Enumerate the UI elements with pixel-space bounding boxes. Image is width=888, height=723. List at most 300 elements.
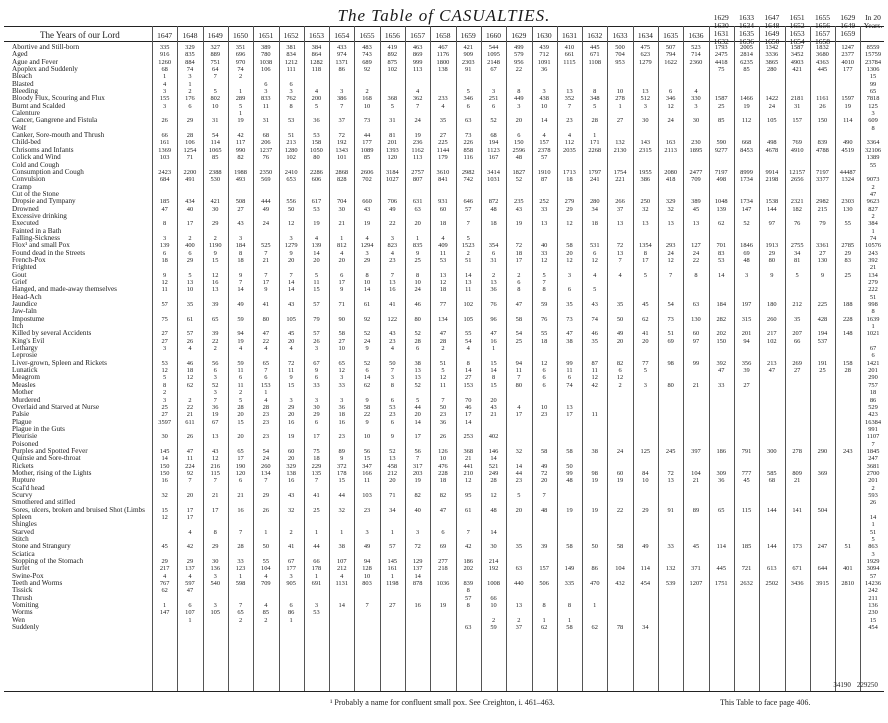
table-cell xyxy=(279,551,304,558)
table-cell: 53 xyxy=(439,256,447,264)
value-column xyxy=(532,44,557,632)
table-cell xyxy=(481,184,506,191)
table-cell xyxy=(203,308,228,315)
table-cell xyxy=(354,81,379,88)
table-cell: 3094 xyxy=(866,565,880,573)
table-cell xyxy=(633,286,658,293)
table-cell: 12 xyxy=(465,477,472,485)
table-cell: 49 xyxy=(262,205,270,213)
table-cell: 878 xyxy=(412,580,423,588)
table-cell xyxy=(177,389,202,396)
table-cell: 3 xyxy=(289,572,293,580)
table-cell xyxy=(430,110,455,117)
table-cell: 94 xyxy=(363,558,371,566)
table-cell xyxy=(810,279,835,286)
table-cell xyxy=(532,499,557,506)
table-cell: 132 xyxy=(615,139,625,147)
table-cell: 73 xyxy=(465,132,472,140)
footnote: ¹ Probably a name for confluent small pox. See Creighton, i. 461–463. xyxy=(330,698,555,707)
table-cell xyxy=(481,499,506,506)
table-cell: 23784 xyxy=(865,58,882,66)
table-cell: 15 xyxy=(161,506,168,514)
table-cell: 4 xyxy=(264,572,268,580)
table-cell: 33 xyxy=(338,381,345,389)
table-cell: 38 xyxy=(338,543,345,551)
table-cell: 12 xyxy=(540,256,548,264)
table-cell: 5 xyxy=(466,234,470,242)
table-cell: 177 xyxy=(842,66,853,74)
table-cell: 401 xyxy=(842,565,853,573)
value-column xyxy=(658,44,683,632)
table-cell: 13 xyxy=(465,279,472,286)
table-cell xyxy=(329,426,354,433)
table-cell: 36 xyxy=(439,418,447,426)
table-cell xyxy=(506,551,531,558)
table-cell xyxy=(633,492,658,499)
table-cell: 51 xyxy=(287,132,295,140)
table-cell xyxy=(658,587,683,594)
table-cell: 34 xyxy=(642,624,649,632)
table-cell xyxy=(658,404,683,411)
table-cell: 153 xyxy=(463,381,474,389)
table-cell: 18 xyxy=(869,389,877,397)
table-cell: 1713 xyxy=(563,168,576,176)
table-cell: 9 xyxy=(365,396,369,404)
table-cell: 569 xyxy=(261,176,271,184)
table-cell: 125 xyxy=(868,102,878,110)
table-cell xyxy=(380,352,405,359)
cause-label: Cold and Cough xyxy=(12,161,60,169)
cause-label: Purples and Spotted Fever xyxy=(12,447,88,455)
value-column xyxy=(835,44,860,632)
table-cell: 32 xyxy=(667,205,674,213)
table-cell: 29 xyxy=(186,256,194,264)
table-cell: 37 xyxy=(616,205,624,213)
table-cell: 1 xyxy=(238,88,243,96)
table-cell: 43 xyxy=(212,447,219,455)
table-cell xyxy=(557,389,582,396)
table-cell: 689 xyxy=(362,58,372,66)
table-cell: 136 xyxy=(868,602,878,610)
table-cell: 50 xyxy=(389,359,396,367)
table-cell xyxy=(785,485,810,492)
table-cell xyxy=(506,587,531,594)
table-cell: 50 xyxy=(439,403,447,411)
table-cell xyxy=(658,433,683,440)
table-cell: 346 xyxy=(665,95,676,103)
table-cell: 25 xyxy=(515,337,523,345)
table-cell: 2 xyxy=(871,484,875,492)
table-cell xyxy=(481,110,506,117)
table-cell: 1 xyxy=(238,572,243,580)
table-cell xyxy=(380,88,405,95)
table-cell: 161 xyxy=(159,139,170,147)
table-cell: 544 xyxy=(488,44,499,51)
table-cell xyxy=(532,529,557,536)
table-cell xyxy=(633,228,658,235)
table-cell xyxy=(683,367,708,374)
table-cell xyxy=(430,264,455,271)
table-cell: 52 xyxy=(743,220,750,228)
table-cell: 67 xyxy=(212,418,219,426)
table-cell: 13 xyxy=(490,279,497,286)
table-cell xyxy=(557,345,582,352)
table-cell xyxy=(607,286,632,293)
table-cell xyxy=(506,389,531,396)
table-cell: 130 xyxy=(817,256,828,264)
table-cell: 1038 xyxy=(259,58,273,66)
table-cell: 166 xyxy=(362,469,372,477)
table-cell: 43 xyxy=(490,403,497,411)
table-cell xyxy=(557,521,582,528)
table-cell xyxy=(658,132,683,139)
table-cell xyxy=(152,308,177,315)
table-cell: 1354 xyxy=(638,242,652,250)
table-cell: 11 xyxy=(262,102,269,110)
table-cell xyxy=(304,125,329,132)
table-cell xyxy=(633,463,658,470)
table-cell: 30 xyxy=(490,543,497,551)
table-cell xyxy=(354,514,379,521)
table-cell: 8559 xyxy=(866,44,880,51)
table-cell: 8 xyxy=(466,602,470,610)
table-cell: 23 xyxy=(389,337,396,345)
table-cell: 36 xyxy=(718,477,725,485)
table-cell: 15 xyxy=(490,359,497,367)
table-cell xyxy=(835,264,860,271)
table-cell xyxy=(506,345,531,352)
table-cell: 2113 xyxy=(664,146,677,154)
table-cell xyxy=(481,191,506,198)
table-cell xyxy=(380,609,405,616)
table-cell xyxy=(709,558,734,565)
table-cell: 9 xyxy=(416,249,420,257)
table-cell: 418 xyxy=(665,176,676,184)
table-cell: 10576 xyxy=(865,242,882,250)
table-cell xyxy=(658,536,683,543)
table-cell: 59 xyxy=(490,624,497,632)
table-cell xyxy=(835,352,860,359)
table-cell xyxy=(557,397,582,404)
table-cell: 35 xyxy=(566,301,573,309)
table-cell: 17 xyxy=(515,411,523,419)
table-cell: 5 xyxy=(314,102,319,110)
table-cell xyxy=(177,624,202,631)
table-cell xyxy=(835,485,860,492)
table-cell: 176 xyxy=(185,95,195,103)
table-cell: 47 xyxy=(186,587,194,595)
table-cell: 1294 xyxy=(360,242,374,250)
table-cell: 8 xyxy=(466,359,470,367)
cause-label: Measles xyxy=(12,381,36,389)
table-cell xyxy=(607,529,632,536)
table-cell: 64 xyxy=(212,66,219,74)
table-cell xyxy=(785,125,810,132)
table-cell: 2656 xyxy=(790,176,804,184)
table-cell: 58 xyxy=(566,624,573,632)
table-cell xyxy=(329,499,354,506)
table-cell: 29 xyxy=(642,506,649,514)
table-cell: 50 xyxy=(287,205,295,213)
table-cell: 12 xyxy=(540,359,548,367)
table-cell: 280 xyxy=(589,198,600,206)
table-cell xyxy=(633,617,658,624)
table-cell xyxy=(456,441,481,448)
table-cell: 1279 xyxy=(638,58,652,66)
table-cell: 6 xyxy=(593,249,597,257)
table-cell: 10 xyxy=(439,455,447,463)
table-cell: 704 xyxy=(336,198,347,206)
table-cell xyxy=(152,617,177,624)
table-cell: 2 xyxy=(213,345,217,353)
table-cell: 24 xyxy=(692,249,700,257)
table-cell xyxy=(557,492,582,499)
table-cell: 5 xyxy=(238,102,243,110)
table-cell: 32 xyxy=(515,447,523,455)
table-cell xyxy=(759,213,784,220)
bottom-rule xyxy=(4,691,884,692)
table-cell: 279 xyxy=(564,198,575,206)
table-cell xyxy=(506,573,531,580)
table-cell xyxy=(785,352,810,359)
table-cell xyxy=(582,154,607,161)
table-cell xyxy=(152,441,177,448)
table-cell: 7 xyxy=(264,271,268,279)
table-cell: 17 xyxy=(186,220,194,228)
table-cell: 2 xyxy=(491,616,496,624)
table-cell: 101 xyxy=(336,154,347,162)
table-cell xyxy=(810,595,835,602)
year-header: 1633 1634 1635 1636 xyxy=(739,13,755,46)
table-cell xyxy=(380,213,405,220)
table-cell: 4418 xyxy=(714,58,728,66)
table-cell: 9073 xyxy=(866,176,880,184)
table-cell: 47 xyxy=(566,330,573,338)
table-cell: 2755 xyxy=(790,242,804,250)
table-cell xyxy=(532,110,557,117)
table-cell xyxy=(810,558,835,565)
table-cell: 1 xyxy=(314,528,319,536)
table-cell: 6 xyxy=(340,271,344,279)
table-cell xyxy=(329,323,354,330)
table-cell: 13 xyxy=(566,403,573,411)
table-cell: 9 xyxy=(340,455,344,463)
table-cell xyxy=(152,529,177,536)
table-cell xyxy=(759,609,784,616)
table-cell xyxy=(152,110,177,117)
cause-label: Stopping of the Stomach xyxy=(12,558,84,566)
cause-label: King's Evil xyxy=(12,337,45,345)
table-cell: 82 xyxy=(414,491,421,499)
table-cell xyxy=(759,463,784,470)
table-cell: 1587 xyxy=(790,44,804,51)
table-cell xyxy=(709,286,734,293)
table-cell: 508 xyxy=(235,198,246,206)
table-cell: 706 xyxy=(387,198,398,206)
table-cell: 147 xyxy=(741,205,752,213)
table-cell: 4788 xyxy=(816,146,829,154)
table-cell: 646 xyxy=(463,198,474,206)
table-cell: 85 xyxy=(718,117,725,125)
table-cell: 139 xyxy=(716,205,727,213)
table-cell xyxy=(506,419,531,426)
cause-label: Tissick xyxy=(12,587,33,595)
table-cell: 77 xyxy=(642,359,649,367)
table-cell xyxy=(354,551,379,558)
table-cell xyxy=(430,389,455,396)
table-cell: 8 xyxy=(643,249,647,257)
table-cell: 7 xyxy=(238,602,243,610)
table-cell xyxy=(835,477,860,484)
table-cell: 17 xyxy=(186,506,194,514)
table-cell: 190 xyxy=(235,462,246,470)
table-cell: 74 xyxy=(591,315,598,323)
table-cell: 751 xyxy=(210,58,221,66)
table-cell: 6 xyxy=(365,367,369,375)
table-cell: 4 xyxy=(314,88,319,96)
cause-label: Impostume xyxy=(12,315,45,323)
table-cell xyxy=(532,455,557,462)
cause-label: Sciatica xyxy=(12,550,35,558)
table-cell: 54 xyxy=(262,447,270,455)
table-cell: 147 xyxy=(159,609,170,617)
table-cell: 791 xyxy=(741,447,752,455)
table-cell: 26 xyxy=(186,433,194,441)
table-cell xyxy=(810,294,835,301)
table-cell: 1279 xyxy=(284,242,298,250)
table-cell: 23 xyxy=(439,411,447,419)
table-cell xyxy=(709,308,734,315)
year-header: 1654 xyxy=(334,31,350,40)
table-cell: 145 xyxy=(159,447,170,455)
table-cell xyxy=(329,191,354,198)
table-cell xyxy=(506,235,531,242)
table-cell xyxy=(532,587,557,594)
table-cell: 10 xyxy=(363,279,371,286)
table-cell: 807 xyxy=(412,176,423,184)
table-cell xyxy=(683,66,708,73)
table-cell: 2 xyxy=(163,389,167,397)
table-cell xyxy=(810,345,835,352)
table-cell xyxy=(835,88,860,95)
table-cell: 18 xyxy=(490,220,497,228)
table-cell: 55 xyxy=(540,330,548,338)
table-cell: 1421 xyxy=(866,359,880,367)
table-cell: 2268 xyxy=(588,146,602,154)
table-cell xyxy=(152,213,177,220)
table-cell: 40 xyxy=(414,506,421,514)
table-cell: 2 xyxy=(517,616,521,624)
table-cell xyxy=(835,286,860,293)
table-cell: 1144 xyxy=(436,146,450,154)
table-cell xyxy=(354,228,379,235)
table-cell: 106 xyxy=(261,66,271,74)
table-cell xyxy=(532,609,557,616)
table-cell: 1 xyxy=(871,521,875,529)
table-cell xyxy=(785,389,810,396)
table-cell: 609 xyxy=(868,117,878,125)
table-cell xyxy=(279,323,304,330)
year-header: 1655 1656 1657 1658 xyxy=(814,13,830,46)
table-cell xyxy=(380,595,405,602)
table-cell: 38 xyxy=(414,359,421,367)
table-cell xyxy=(759,73,784,80)
table-cell xyxy=(177,595,202,602)
table-cell xyxy=(203,184,228,191)
table-cell xyxy=(532,81,557,88)
table-cell: 83 xyxy=(718,249,725,257)
table-cell: 440 xyxy=(514,580,524,588)
table-cell: 889 xyxy=(210,51,221,59)
table-cell xyxy=(759,492,784,499)
table-cell xyxy=(835,587,860,594)
table-cell: 12 xyxy=(161,279,168,286)
table-cell: 9 xyxy=(238,271,243,279)
table-cell: 18 xyxy=(338,411,345,419)
table-cell xyxy=(683,609,708,616)
table-cell: 82 xyxy=(439,491,447,499)
table-cell xyxy=(506,213,531,220)
table-cell xyxy=(734,617,759,624)
table-cell: 33 xyxy=(540,205,548,213)
cause-label: Child-bed xyxy=(12,139,41,147)
table-cell xyxy=(481,573,506,580)
table-cell: 7 xyxy=(213,396,217,404)
table-cell: 80 xyxy=(313,154,320,162)
table-cell: 905 xyxy=(286,580,296,588)
table-cell xyxy=(203,228,228,235)
table-cell xyxy=(203,213,228,220)
table-cell xyxy=(835,595,860,602)
table-cell xyxy=(582,323,607,330)
table-cell: 13 xyxy=(439,271,447,279)
table-cell: 11 xyxy=(363,477,371,485)
table-cell: 17 xyxy=(237,455,244,463)
table-cell: 222 xyxy=(868,286,878,294)
table-cell: 1089 xyxy=(360,146,374,154)
table-cell: 40 xyxy=(540,242,548,250)
table-cell xyxy=(481,81,506,88)
table-cell xyxy=(329,617,354,624)
table-cell xyxy=(253,162,278,169)
table-cell xyxy=(329,125,354,132)
table-cell: 1751 xyxy=(714,580,728,588)
table-cell: 102 xyxy=(387,66,398,74)
table-cell: 33 xyxy=(540,249,548,257)
table-cell xyxy=(835,499,860,506)
table-cell: 12 xyxy=(591,374,598,382)
table-cell: 57 xyxy=(465,594,472,602)
table-cell: 4910 xyxy=(790,146,804,154)
cause-label: Convulsion xyxy=(12,176,46,184)
table-cell xyxy=(430,294,455,301)
table-cell xyxy=(557,426,582,433)
table-cell xyxy=(430,551,455,558)
table-cell xyxy=(203,162,228,169)
table-cell: 3361 xyxy=(816,242,829,250)
table-cell xyxy=(152,323,177,330)
table-cell: 105 xyxy=(463,315,474,323)
table-cell xyxy=(152,162,177,169)
table-cell: 104 xyxy=(261,565,271,573)
table-cell: 32 xyxy=(161,491,168,499)
table-cell: 27 xyxy=(465,374,472,382)
year-header: 1636 xyxy=(688,31,704,40)
table-cell: 122 xyxy=(387,315,398,323)
table-cell xyxy=(658,352,683,359)
table-cell: 74 xyxy=(869,234,877,242)
table-cell xyxy=(835,81,860,88)
